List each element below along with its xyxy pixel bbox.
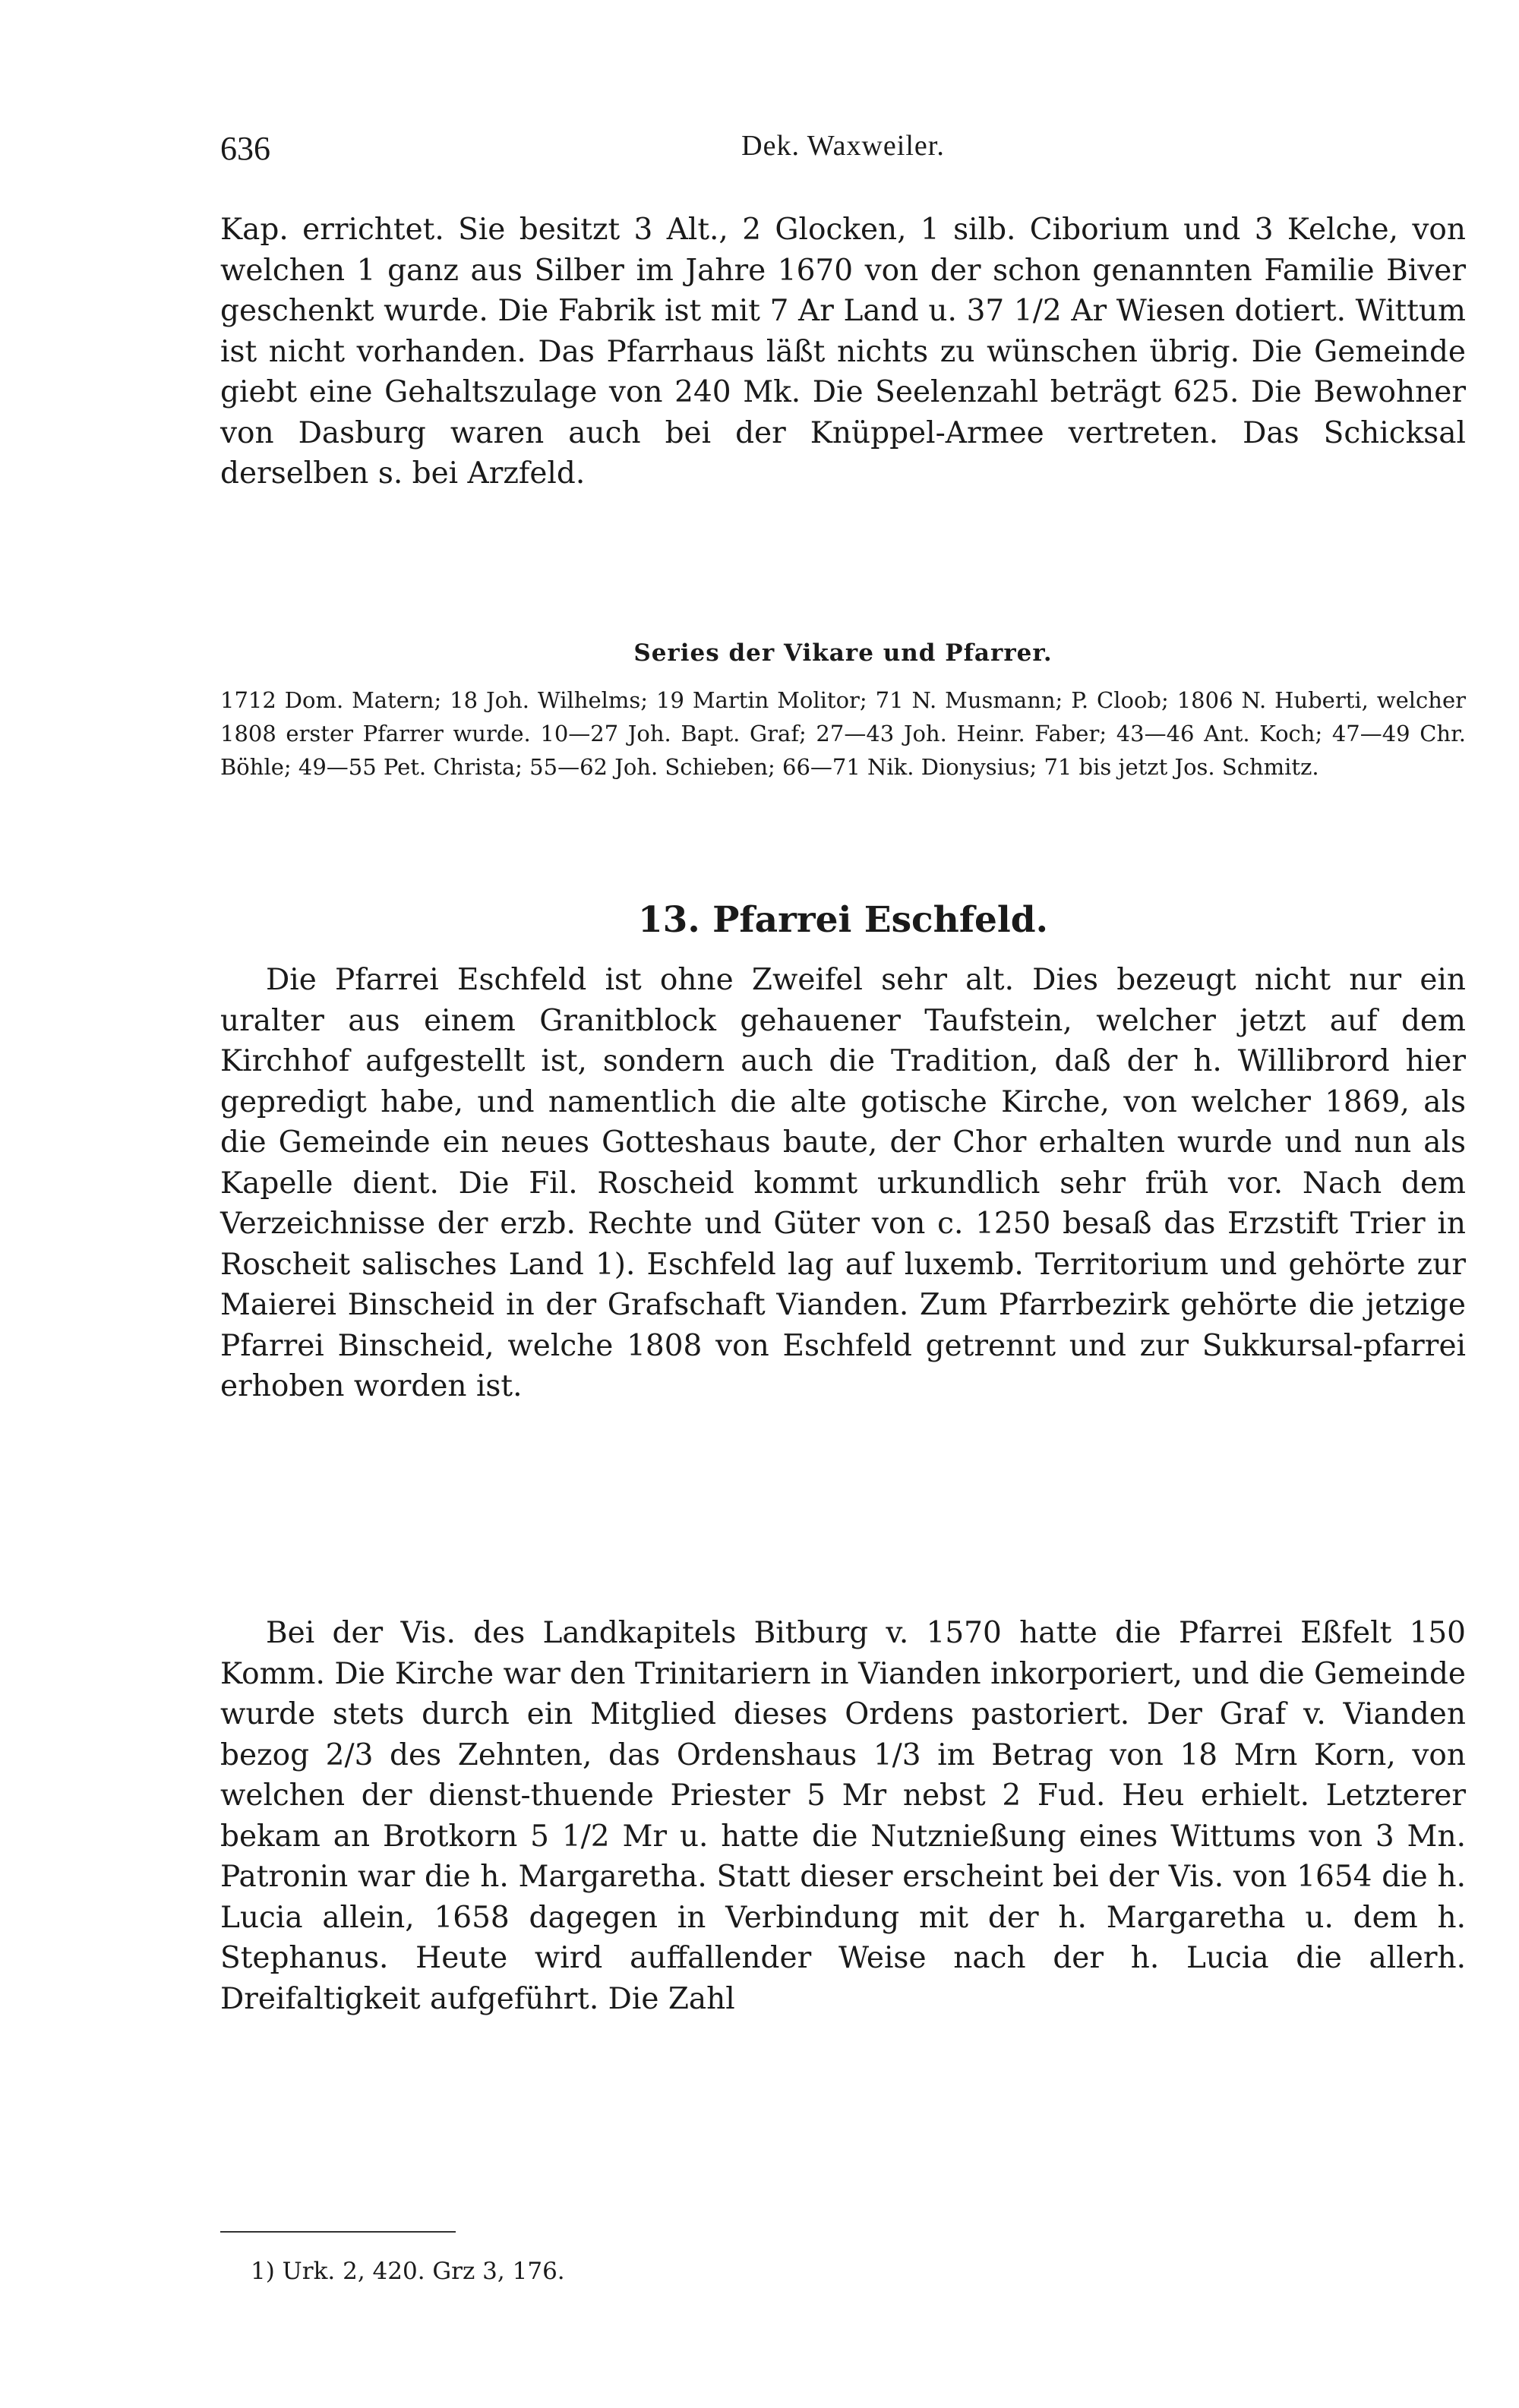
series-heading: Series der Vikare und Pfarrer. xyxy=(633,639,1053,667)
paragraph-continued xyxy=(220,210,1466,494)
running-title: Dek. Waxweiler. xyxy=(741,130,945,162)
running-head xyxy=(220,129,1466,175)
series-list xyxy=(220,683,1466,784)
page-number: 636 xyxy=(220,130,270,167)
paragraph-text: Kap. errichtet. Sie besitzt 3 Alt., 2 Glocken, 1 silb. Ciborium und 3 Kelche, von welchen 1 ganz aus Silber im Jahre 1670 von der schon genannten Familie Biver geschenkt wurde. Die Fabrik ist mit 7 Ar Land u. 37 1/2 Ar Wiesen dotiert. Wittum ist nicht vorhanden. Das Pfarrhaus läßt nichts zu wünschen übrig. Die Gemeinde giebt eine Gehaltszulage von 240 Mk. Die Seelenzahl beträgt 625. Die Bewohner von Dasburg waren auch bei der Knüppel-Armee vertreten. Das Schicksal derselben s. bei Arzfeld. xyxy=(220,213,1466,491)
paragraph-text: Bei der Vis. des Landkapitels Bitburg v. 1570 hatte die Pfarrei Eßfelt 150 Komm. Die Kirche war den Trinitariern in Vianden inkorporiert, und die Gemeinde wurde stets durch ein Mitglied dieses Ordens pastoriert. Der Graf v. Vianden bezog 2/3 des Zehnten, das Ordenshaus 1/3 im Betrag von 18 Mrn Korn, von welchen der dienst-thuende Priester 5 Mr nebst 2 Fud. Heu erhielt. Letzterer bekam an Brotkorn 5 1/2 Mr u. hatte die Nutznießung eines Wittums von 3 Mn. Patronin war die h. Margaretha. Statt dieser erscheint bei der Vis. von 1654 die h. Lucia allein, 1658 dagegen in Verbindung mit der h. Margaretha u. dem h. Stephanus. Heute wird auffallender Weise nach der h. Lucia die allerh. Dreifaltigkeit aufgeführt. Die Zahl xyxy=(220,1616,1466,2016)
paragraph-text: Die Pfarrei Eschfeld ist ohne Zweifel sehr alt. Dies bezeugt nicht nur ein uralter aus einem Granitblock gehauener Taufstein, welcher jetzt auf dem Kirchhof aufgestellt ist, sondern auch die Tradition, daß der h. Willibrord hier gepredigt habe, und namentlich die alte gotische Kirche, von welcher 1869, als die Gemeinde ein neues Gotteshaus baute, der Chor erhalten wurde und nun als Kapelle dient. Die Fil. Roscheid kommt urkundlich sehr früh vor. Nach dem Verzeichnisse der erzb. Rechte und Güter von c. 1250 besaß das Erzstift Trier in Roscheit salisches Land 1). Eschfeld lag auf luxemb. Territorium und gehörte zur Maierei Binscheid in der Grafschaft Vianden. Zum Pfarrbezirk gehörte die jetzige Pfarrei Binscheid, welche 1808 von Eschfeld getrennt und zur Sukkursal-pfarrei erhoben worden ist. xyxy=(220,963,1466,1403)
footnote-divider xyxy=(220,2231,456,2233)
footnote: 1) Urk. 2, 420. Grz 3, 176. xyxy=(251,2258,565,2285)
series-text: 1712 Dom. Matern; 18 Joh. Wilhelms; 19 Martin Molitor; 71 N. Musmann; P. Cloob; 1806 N. Huberti, welcher 1808 erster Pfarrer wurde. 10—27 Joh. Bapt. Graf; 27—43 Joh. Heinr. Faber; 43—46 Ant. Koch; 47—49 Chr. Böhle; 49—55 Pet. Christa; 55—62 Joh. Schieben; 66—71 Nik. Dionysius; 71 bis jetzt Jos. Schmitz. xyxy=(220,687,1466,780)
paragraph-visitation xyxy=(220,1613,1466,2019)
section-title: 13. Pfarrei Eschfeld. xyxy=(637,899,1049,941)
paragraph-eschfeld-history xyxy=(220,960,1466,1407)
